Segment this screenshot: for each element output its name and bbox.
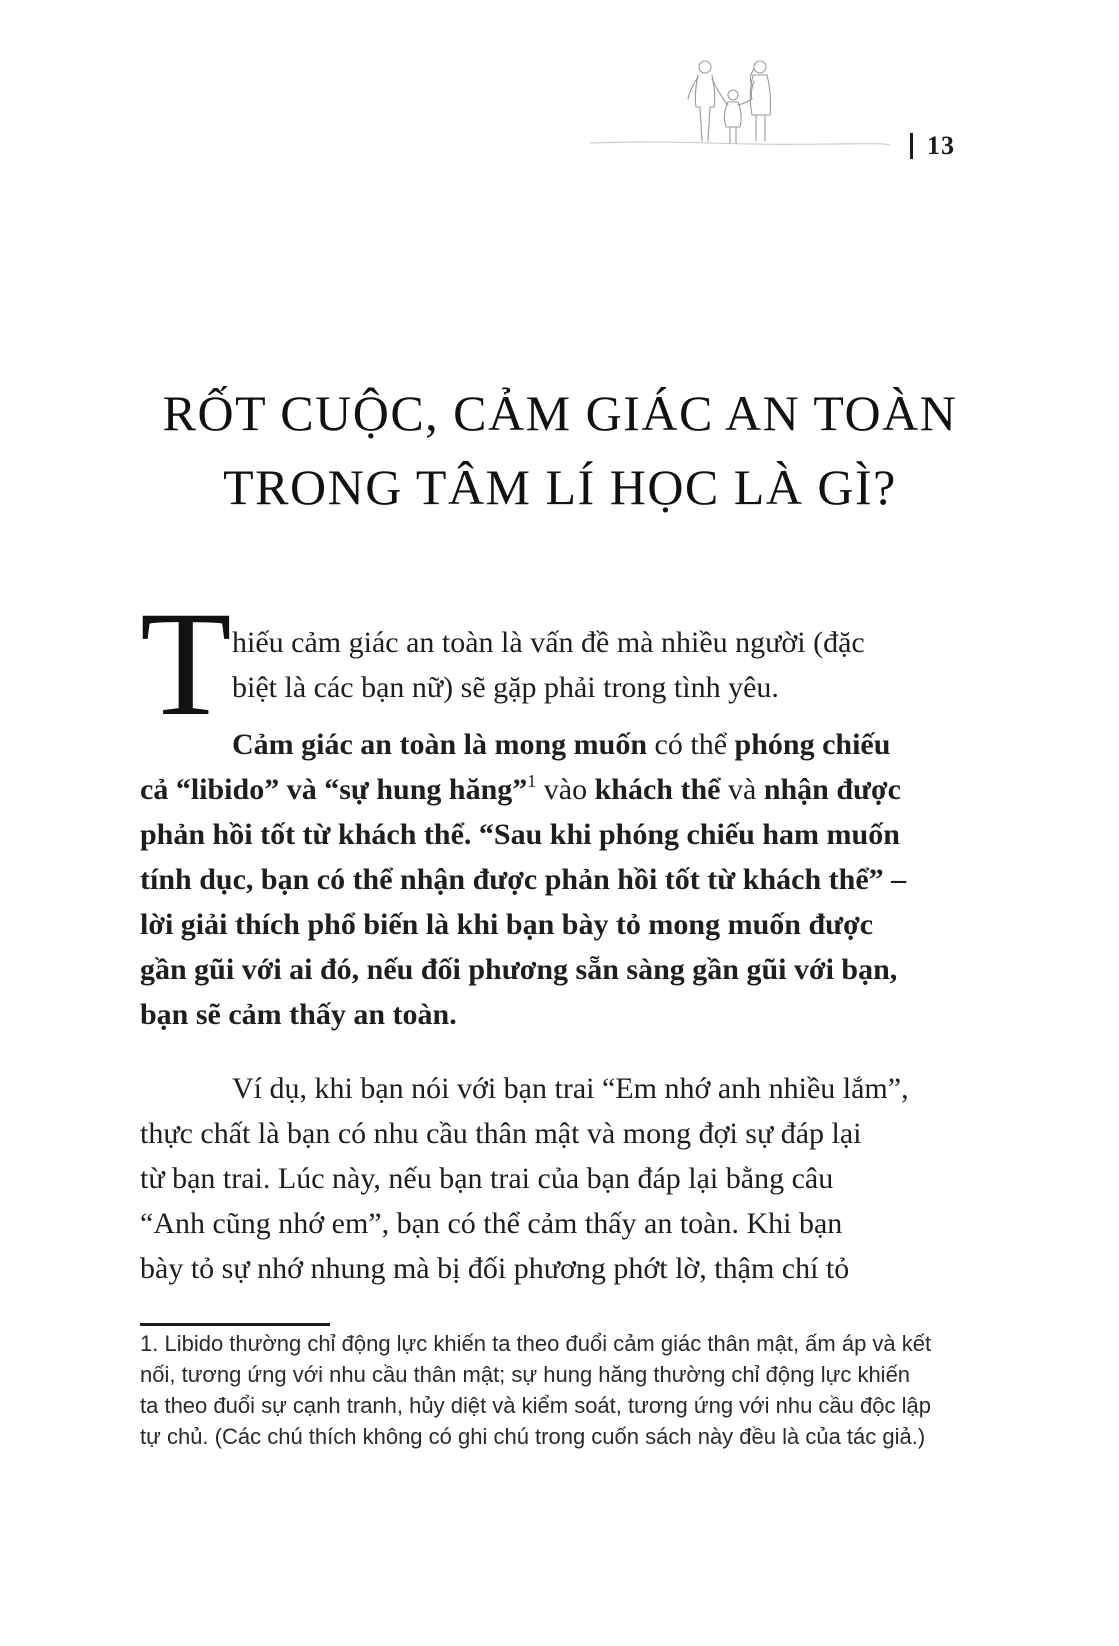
chapter-title-line-2: TRONG TÂM LÍ HỌC LÀ GÌ? — [223, 459, 897, 515]
paragraph-line — [140, 722, 966, 767]
paragraph-line — [140, 902, 966, 947]
bold-text: phản hồi tốt từ khách thể. “Sau khi phóng chiếu ham muốn — [140, 818, 900, 851]
bold-text: phóng chiếu — [734, 728, 891, 761]
footnote-line: nối, tương ứng với nhu cầu thân mật; sự hung hăng thường chỉ động lực khiến — [140, 1362, 911, 1387]
chapter-title — [80, 376, 1040, 524]
footnote — [140, 1328, 970, 1452]
paragraph-intro — [140, 620, 966, 710]
paragraph-line: từ bạn trai. Lúc này, nếu bạn trai của bạn đáp lại bằng câu — [140, 1162, 834, 1195]
plain-text: và — [720, 773, 764, 806]
footnote-line: ta theo đuổi sự cạnh tranh, hủy diệt và kiểm soát, tương ứng với nhu cầu độc lập — [140, 1393, 931, 1418]
page-number: 13 — [927, 131, 955, 160]
drop-cap: T — [140, 581, 232, 747]
paragraph-line: bày tỏ sự nhớ nhung mà bị đối phương phớt lờ, thậm chí tỏ — [140, 1252, 850, 1285]
bold-text: bạn sẽ cảm thấy an toàn. — [140, 998, 457, 1031]
footnote-ref: 1 — [527, 771, 537, 791]
bold-text: gần gũi với ai đó, nếu đối phương sẵn sàng gần gũi với bạn, — [140, 953, 898, 986]
footnote-line: 1. Libido thường chỉ động lực khiến ta theo đuổi cảm giác thân mật, ấm áp và kết — [140, 1331, 932, 1356]
plain-text: vào — [536, 773, 595, 806]
bold-text: nhận được — [763, 773, 901, 806]
bold-text: Cảm giác an toàn là mong muốn — [232, 728, 648, 761]
paragraph-definition — [140, 722, 966, 1037]
bold-text: khách thể — [594, 773, 721, 806]
paragraph-example — [140, 1066, 966, 1291]
paragraph-line — [140, 947, 966, 992]
paragraph-line: hiếu cảm giác an toàn là vấn đề mà nhiều người (đặc — [232, 626, 865, 659]
paragraph-line — [140, 857, 966, 902]
bold-text: lời giải thích phổ biến là khi bạn bày tỏ mong muốn được — [140, 908, 874, 941]
bold-text: tính dục, bạn có thể nhận được phản hồi tốt từ khách thể” – — [140, 863, 907, 896]
family-silhouette-icon — [590, 55, 900, 165]
footnote-divider — [140, 1323, 330, 1326]
paragraph-line — [140, 812, 966, 857]
paragraph-line: “Anh cũng nhớ em”, bạn có thể cảm thấy an toàn. Khi bạn — [140, 1207, 843, 1240]
paragraph-line: biệt là các bạn nữ) sẽ gặp phải trong tình yêu. — [232, 671, 779, 704]
page-number-block — [910, 128, 955, 164]
paragraph-line — [140, 992, 966, 1037]
footnote-line: tự chủ. (Các chú thích không có ghi chú trong cuốn sách này đều là của tác giả.) — [140, 1424, 926, 1449]
plain-text: có thể — [647, 728, 735, 761]
page-number-divider — [910, 133, 913, 159]
chapter-title-line-1: RỐT CUỘC, CẢM GIÁC AN TOÀN — [162, 385, 958, 441]
paragraph-line: thực chất là bạn có nhu cầu thân mật và mong đợi sự đáp lại — [140, 1117, 862, 1150]
paragraph-line — [140, 767, 966, 812]
paragraph-line: Ví dụ, khi bạn nói với bạn trai “Em nhớ anh nhiều lắm”, — [232, 1072, 909, 1105]
bold-text: cả “libido” và “sự hung hăng” — [140, 773, 528, 806]
